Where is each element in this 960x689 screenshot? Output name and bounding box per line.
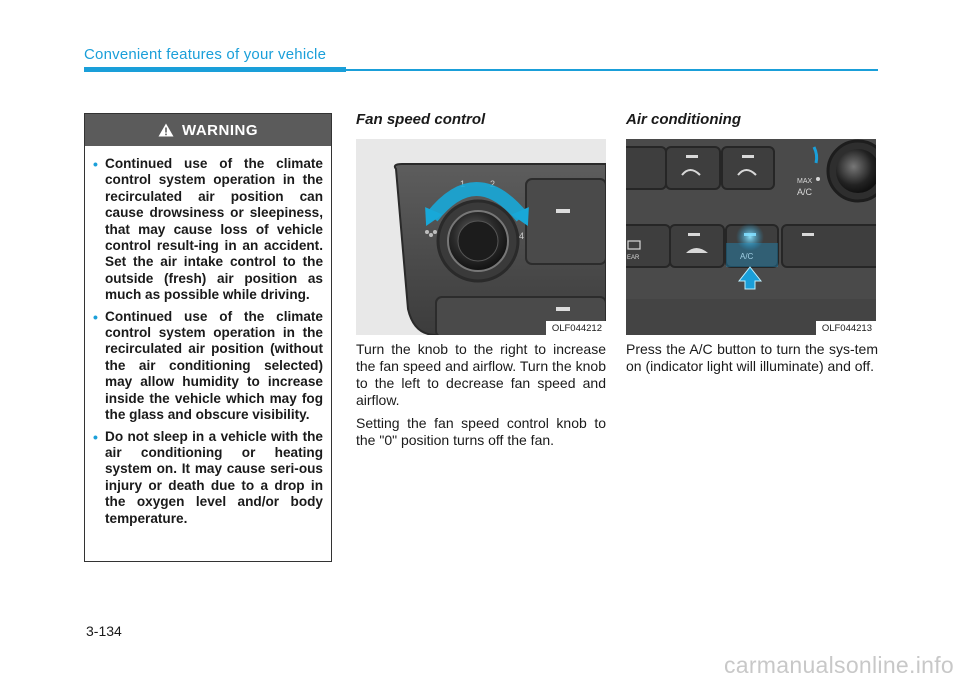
bullet-icon: • <box>93 428 98 445</box>
max-ac-label: A/C <box>797 187 813 197</box>
warning-title: WARNING <box>182 121 258 139</box>
paragraph: Setting the fan speed control knob to the "0" position turns off the fan. <box>356 415 606 448</box>
dial-number: 2 <box>490 179 496 189</box>
bullet-icon: • <box>93 156 98 172</box>
air-conditioning-text <box>626 341 878 381</box>
ac-button-label: A/C <box>740 252 754 261</box>
warning-item: • Continued use of the climate control system operation in the recirculated air position (without the air conditioning selected) may allow humidity to increase inside the vehicle which may fog the glass and obscure visibility. <box>93 308 323 423</box>
air-conditioning-figure <box>626 139 876 335</box>
warning-box <box>84 113 332 562</box>
warning-item: • Do not sleep in a vehicle with the air conditioning or heating system on. It may cause seri-ous injury or death due to a drop in the oxygen level and/or body temperature. <box>93 428 323 526</box>
ac-button-highlight-overlay <box>726 243 778 267</box>
air-conditioning-heading: Air conditioning <box>626 111 741 128</box>
warning-triangle-icon <box>158 123 174 137</box>
figure-label: OLF044212 <box>546 321 606 335</box>
dial-number: 4 <box>519 231 525 241</box>
warning-header <box>85 114 331 146</box>
warning-item: • Continued use of the climate control system operation in the recirculated air position can cause drowsiness or sleepiness, that may cause loss of vehicle control result-ing in an accident. Set the air intake control to the outside (fresh) air position as much as possible while driving. <box>93 156 323 303</box>
fan-speed-text <box>356 341 606 455</box>
fan-speed-figure <box>356 139 606 335</box>
watermark: carmanualsonline.info <box>723 652 954 678</box>
header-rule-thick <box>84 67 346 72</box>
rear-label: EAR <box>627 255 640 261</box>
fan-control-panel-illustration <box>356 139 606 335</box>
paragraph: Turn the knob to the right to increase the fan speed and airflow. Turn the knob to the left to decrease fan speed and airflow. <box>356 341 606 408</box>
ac-control-panel-illustration <box>626 139 876 335</box>
max-label: MAX <box>797 178 813 185</box>
dial-number: 1 <box>460 179 466 189</box>
section-title: Convenient features of your vehicle <box>84 46 327 63</box>
figure-label: OLF044213 <box>816 321 876 335</box>
page-number: 3-134 <box>86 623 122 639</box>
header-rule-thin <box>346 69 878 71</box>
warning-list <box>85 146 331 527</box>
paragraph: Press the A/C button to turn the sys-tem on (indicator light will illuminate) and off. <box>626 341 878 374</box>
bullet-icon: • <box>93 308 98 325</box>
fan-speed-heading: Fan speed control <box>356 111 486 128</box>
